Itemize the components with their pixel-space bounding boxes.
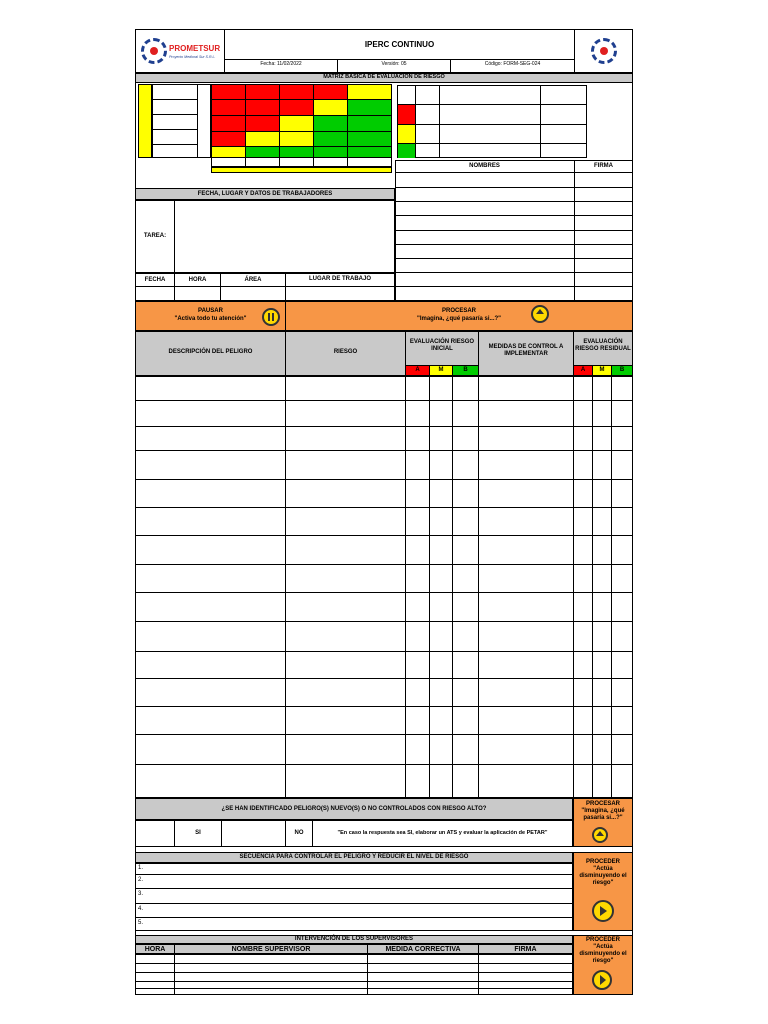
sequence-item-1: 1. <box>138 865 144 871</box>
table-row <box>135 621 633 622</box>
sequence-side-subtitle: "Actúa disminuyendo el riesgo" <box>579 866 627 886</box>
sequence-side-title: PROCEDER <box>585 859 620 865</box>
sequence-item-2: 2. <box>138 877 144 883</box>
question-side-title: PROCESAR <box>585 801 620 807</box>
area-label: ÁREA <box>244 277 262 283</box>
fecha-value-field[interactable] <box>135 286 175 301</box>
tarea-field[interactable] <box>174 200 395 273</box>
pausar-subtitle: "Activa todo tu atención" <box>174 316 247 322</box>
sequence-item-5: 5. <box>138 920 144 926</box>
sequence-item-4: 4. <box>138 906 144 912</box>
logo-subtext: Proyecto Medioral Sur S.R.L. <box>169 55 216 59</box>
question-text: ¿SE HAN IDENTIFICADO PELIGRO(S) NUEVO(S) O NO CONTROLADOS CON RIESGO ALTO? <box>221 806 487 812</box>
legend-low-swatch <box>398 144 415 158</box>
workers-col-nombres: NOMBRES <box>469 163 500 169</box>
procesar-title: PROCESAR <box>441 308 476 314</box>
play-icon <box>600 975 606 985</box>
legend-high-swatch <box>398 105 415 124</box>
matrix-title: MATRIZ BÁSICA DE EVALUACIÓN DE RIESGO <box>323 74 445 80</box>
logo-right-box <box>574 29 633 73</box>
table-row <box>135 963 573 964</box>
sup-col-nombre: NOMBRE SUPERVISOR <box>231 946 311 953</box>
gear-logo-center-icon <box>150 47 158 55</box>
sup-col-firma: FIRMA <box>514 946 537 953</box>
table-row <box>135 988 573 989</box>
task-title: FECHA, LUGAR Y DATOS DE TRABAJADORES <box>197 191 333 197</box>
pause-icon <box>268 313 270 321</box>
procesar-subtitle: "Imagina, ¿qué pasaría si...?" <box>416 316 502 322</box>
residual-level-b-label: B <box>619 367 625 373</box>
supervisors-side-title: PROCEDER <box>585 937 620 943</box>
tarea-label: TAREA: <box>143 233 167 239</box>
fecha-label: FECHA <box>144 277 166 283</box>
table-row <box>135 535 633 536</box>
eject-icon <box>596 831 604 836</box>
table-row <box>135 678 633 679</box>
sequence-proceder-button[interactable] <box>592 900 614 922</box>
col-riesgo-label: RIESGO <box>333 349 358 355</box>
table-row <box>135 450 633 451</box>
codigo-text: Código: FORM-SEG-024 <box>484 61 541 67</box>
table-row <box>135 507 633 508</box>
sequence-item-3: 3. <box>138 891 144 897</box>
lugar-value-field[interactable] <box>285 286 395 301</box>
col-eval-residual-label: EVALUACIÓN RIESGO RESIDUAL <box>575 339 631 352</box>
question-blank-cell <box>135 820 175 847</box>
version-text: Versión: 05 <box>381 61 407 67</box>
gear-logo-right-center-icon <box>600 47 608 55</box>
lugar-label: LUGAR DE TRABAJO <box>308 276 371 282</box>
col-peligro-label: DESCRIPCIÓN DEL PELIGRO <box>168 349 253 355</box>
residual-level-m-label: M <box>599 367 605 373</box>
table-row <box>135 981 573 982</box>
matrix-row-index <box>197 84 211 158</box>
question-procesar-button[interactable] <box>592 827 608 843</box>
inicial-level-m-label: M <box>438 367 444 373</box>
inicial-level-a-label: A <box>415 367 420 373</box>
no-label: NO <box>294 830 304 836</box>
workers-col-firma: FIRMA <box>594 163 613 169</box>
table-row <box>135 706 633 707</box>
question-note: "En caso la respuesta sea SI, elaborar un ATS y evaluar la aplicación de PETAR" <box>337 830 548 836</box>
table-row <box>135 734 633 735</box>
sup-col-medida: MEDIDA CORRECTIVA <box>385 946 461 953</box>
pause-button[interactable] <box>262 308 280 326</box>
page-title: IPERC CONTINUO <box>364 40 435 49</box>
col-medidas-label: MEDIDAS DE CONTROL A IMPLEMENTAR <box>488 344 564 357</box>
table-row <box>135 479 633 480</box>
table-row <box>135 972 573 973</box>
supervisors-title: INTERVENCIÓN DE LOS SUPERVISORES <box>294 936 414 942</box>
matrix-row-labels <box>152 84 198 158</box>
eject-icon <box>536 309 544 314</box>
fecha-text: Fecha: 11/02/2022 <box>260 61 302 67</box>
play-icon <box>600 906 607 916</box>
supervisors-proceder-button[interactable] <box>592 970 612 990</box>
si-checkbox[interactable] <box>221 820 286 847</box>
logo-box <box>135 29 225 73</box>
col-eval-inicial-label: EVALUACIÓN RIESGO INICIAL <box>409 339 475 352</box>
legend-box <box>397 85 587 158</box>
procesar-button[interactable] <box>531 305 549 323</box>
table-row <box>135 651 633 652</box>
matrix-axis-bar <box>138 84 152 158</box>
table-row <box>135 564 633 565</box>
residual-level-a-label: A <box>580 367 586 373</box>
table-row <box>135 592 633 593</box>
table-row <box>135 400 633 401</box>
area-value-field[interactable] <box>220 286 286 301</box>
supervisors-side-subtitle: "Actúa disminuyendo el riesgo" <box>579 944 627 964</box>
table-row <box>135 426 633 427</box>
sequence-title: SECUENCIA PARA CONTROLAR EL PELIGRO Y REDUCIR EL NIVEL DE RIESGO <box>239 854 469 860</box>
inicial-level-b-label: B <box>463 367 468 373</box>
risk-matrix-grid <box>211 84 392 174</box>
logo-text: PROMETSUR <box>169 44 221 53</box>
hora-value-field[interactable] <box>174 286 221 301</box>
legend-medium-swatch <box>398 125 415 143</box>
sup-col-hora: HORA <box>144 946 166 953</box>
question-side-subtitle: "Imagina, ¿qué pasaría si...?" <box>581 808 625 821</box>
table-row <box>135 764 633 765</box>
pausar-title: PAUSAR <box>198 308 223 314</box>
si-label: SI <box>195 830 201 836</box>
hora-label: HORA <box>188 277 207 283</box>
